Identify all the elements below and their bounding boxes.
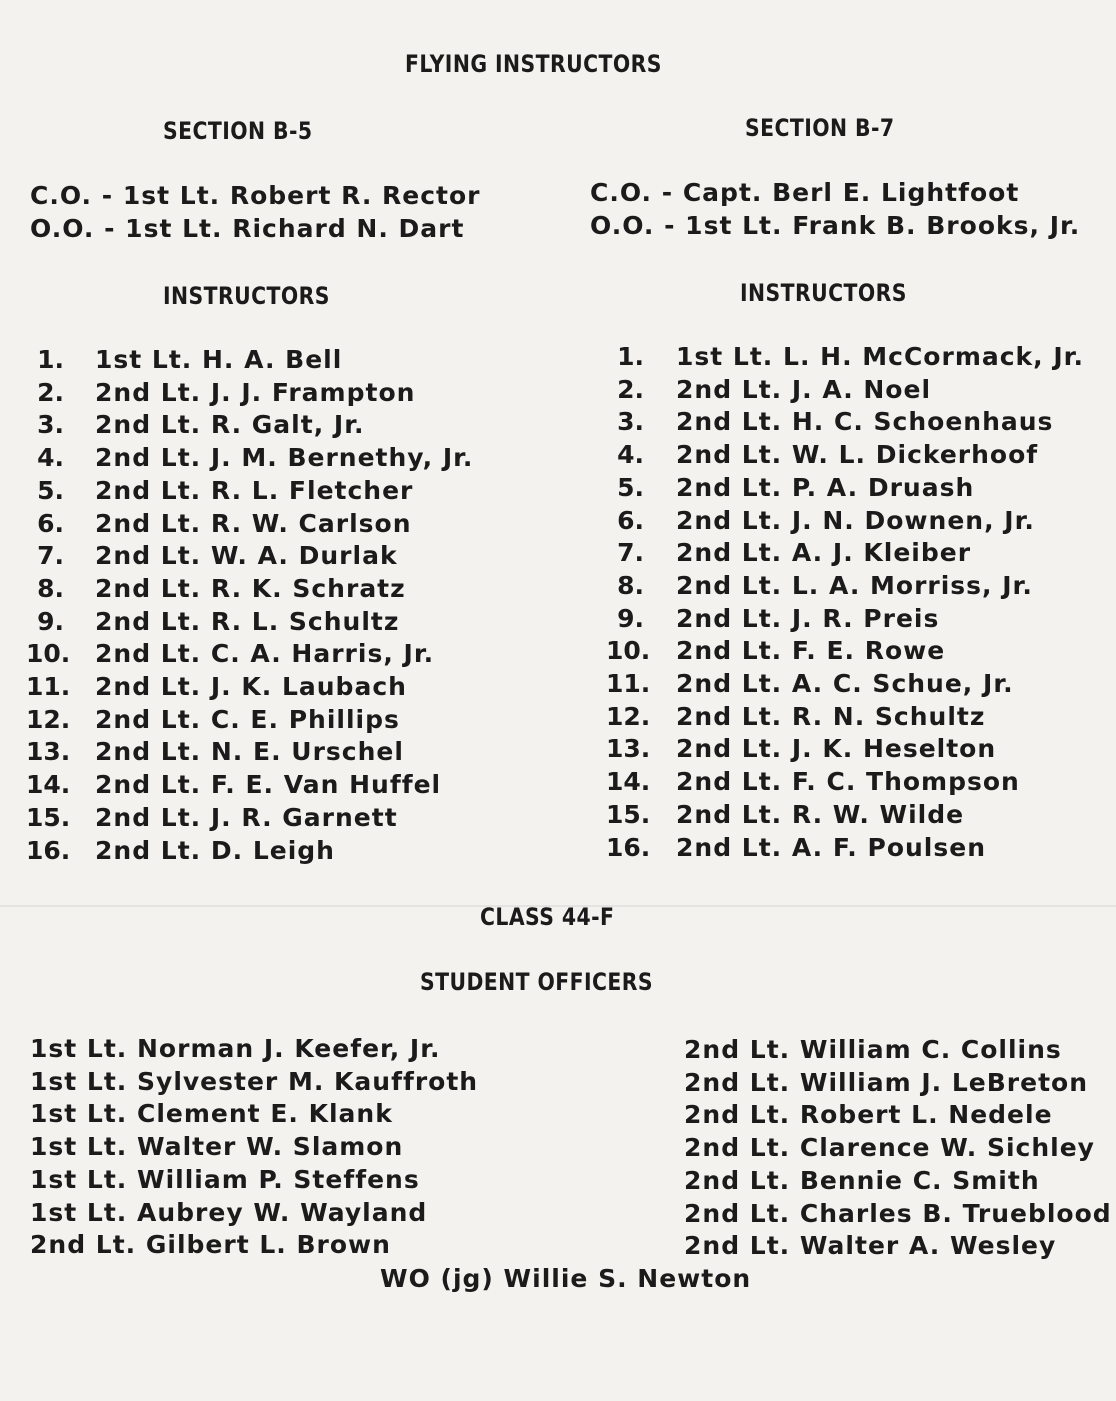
instructor-number: 1. [617, 342, 644, 371]
instructor-number: 8. [617, 570, 644, 600]
instructor-name: 2nd Lt. C. E. Phillips [95, 704, 400, 734]
instructor-number: 13. [26, 737, 71, 767]
instructor-number: 12. [26, 704, 71, 734]
student-officers-heading: STUDENT OFFICERS [420, 968, 654, 996]
instructor-name: 2nd Lt. A. F. Poulsen [676, 832, 986, 862]
instructor-number: 11. [26, 672, 71, 701]
section-b7-co: C.O. - Capt. Berl E. Lightfoot [590, 178, 1020, 207]
student-officer-name: 1st Lt. William P. Steffens [30, 1164, 420, 1194]
student-officer-name: 2nd Lt. Walter A. Wesley [684, 1231, 1057, 1261]
student-officer-name: 2nd Lt. William C. Collins [684, 1035, 1062, 1064]
instructor-number: 5. [37, 475, 64, 505]
instructor-number: 4. [37, 443, 64, 473]
instructor-number: 13. [606, 734, 651, 764]
instructor-name: 2nd Lt. R. W. Carlson [95, 508, 412, 538]
instructor-name: 2nd Lt. W. A. Durlak [95, 541, 398, 571]
instructor-number: 12. [606, 701, 651, 731]
instructor-number: 8. [37, 573, 64, 603]
class-heading: CLASS 44-F [480, 903, 615, 931]
instructor-name: 2nd Lt. R. L. Fletcher [95, 475, 414, 505]
student-officer-name: 2nd Lt. Clarence W. Sichley [684, 1133, 1095, 1163]
student-officer-name: 1st Lt. Aubrey W. Wayland [30, 1197, 428, 1227]
student-officer-name: 2nd Lt. Robert L. Nedele [684, 1100, 1053, 1130]
instructor-number: 15. [26, 802, 71, 832]
instructor-name: 2nd Lt. J. J. Frampton [95, 377, 416, 407]
student-officer-name: 2nd Lt. Charles B. Trueblood [684, 1198, 1112, 1228]
instructor-name: 2nd Lt. A. J. Kleiber [676, 538, 972, 568]
instructor-name: 2nd Lt. F. E. Van Huffel [95, 770, 442, 800]
instructor-name: 2nd Lt. A. C. Schue, Jr. [676, 669, 1014, 698]
instructor-name: 2nd Lt. R. L. Schultz [95, 606, 400, 636]
instructor-name: 2nd Lt. W. L. Dickerhoof [676, 440, 1039, 470]
instructor-number: 16. [26, 835, 71, 865]
instructor-name: 2nd Lt. J. M. Bernethy, Jr. [95, 443, 474, 473]
instructor-name: 2nd Lt. R. K. Schratz [95, 573, 406, 603]
instructor-number: 7. [617, 538, 644, 568]
section-b7-instructors-heading: INSTRUCTORS [740, 279, 907, 307]
instructor-name: 2nd Lt. J. R. Garnett [95, 802, 398, 832]
instructor-name: 2nd Lt. R. N. Schultz [676, 701, 986, 731]
instructor-number: 14. [606, 767, 651, 797]
instructor-number: 6. [37, 508, 64, 538]
instructor-number: 16. [606, 832, 651, 862]
instructor-name: 1st Lt. L. H. McCormack, Jr. [676, 342, 1084, 371]
instructor-name: 2nd Lt. F. E. Rowe [676, 636, 946, 666]
instructor-name: 2nd Lt. J. A. Noel [676, 374, 932, 404]
student-officer-name: 1st Lt. Clement E. Klank [30, 1099, 393, 1129]
section-b7-heading: SECTION B-7 [745, 114, 895, 142]
instructor-name: 2nd Lt. J. K. Laubach [95, 672, 407, 701]
instructor-number: 10. [606, 636, 651, 666]
student-officer-name: 2nd Lt. William J. LeBreton [684, 1067, 1089, 1097]
instructor-number: 2. [37, 377, 64, 407]
page-title: FLYING INSTRUCTORS [405, 50, 662, 78]
instructor-number: 4. [617, 440, 644, 470]
instructor-number: 2. [617, 374, 644, 404]
instructor-name: 2nd Lt. L. A. Morriss, Jr. [676, 570, 1033, 600]
instructor-name: 2nd Lt. R. Galt, Jr. [95, 410, 365, 440]
section-b5-instructors-heading: INSTRUCTORS [163, 282, 330, 310]
instructor-number: 9. [37, 606, 64, 636]
instructor-name: 2nd Lt. P. A. Druash [676, 472, 975, 502]
instructor-name: 1st Lt. H. A. Bell [95, 345, 343, 374]
section-b5-co: C.O. - 1st Lt. Robert R. Rector [30, 181, 481, 210]
section-b7-oo: O.O. - 1st Lt. Frank B. Brooks, Jr. [590, 211, 1081, 240]
instructor-name: 2nd Lt. N. E. Urschel [95, 737, 404, 767]
section-b5-oo: O.O. - 1st Lt. Richard N. Dart [30, 214, 465, 243]
instructor-number: 7. [37, 541, 64, 571]
instructor-number: 10. [26, 639, 71, 669]
instructor-name: 2nd Lt. J. K. Heselton [676, 734, 997, 764]
instructor-number: 6. [617, 505, 644, 535]
student-officer-last: WO (jg) Willie S. Newton [380, 1264, 752, 1293]
instructor-name: 2nd Lt. C. A. Harris, Jr. [95, 639, 435, 669]
instructor-name: 2nd Lt. J. N. Downen, Jr. [676, 505, 1035, 535]
student-officer-name: 1st Lt. Sylvester M. Kauffroth [30, 1066, 479, 1096]
instructor-number: 5. [617, 472, 644, 502]
instructor-number: 11. [606, 669, 651, 698]
student-officer-name: 2nd Lt. Gilbert L. Brown [30, 1230, 391, 1260]
student-officer-name: 1st Lt. Walter W. Slamon [30, 1132, 404, 1162]
instructor-name: 2nd Lt. D. Leigh [95, 835, 335, 865]
instructor-name: 2nd Lt. H. C. Schoenhaus [676, 407, 1054, 437]
instructor-number: 3. [37, 410, 64, 440]
instructor-number: 9. [617, 603, 644, 633]
instructor-name: 2nd Lt. F. C. Thompson [676, 767, 1020, 797]
instructor-number: 14. [26, 770, 71, 800]
student-officer-name: 2nd Lt. Bennie C. Smith [684, 1165, 1040, 1195]
section-b5-heading: SECTION B-5 [163, 117, 313, 145]
instructor-name: 2nd Lt. J. R. Preis [676, 603, 940, 633]
student-officer-name: 1st Lt. Norman J. Keefer, Jr. [30, 1034, 441, 1063]
instructor-number: 3. [617, 407, 644, 437]
instructor-name: 2nd Lt. R. W. Wilde [676, 799, 965, 829]
instructor-number: 15. [606, 799, 651, 829]
instructor-number: 1. [37, 345, 64, 374]
